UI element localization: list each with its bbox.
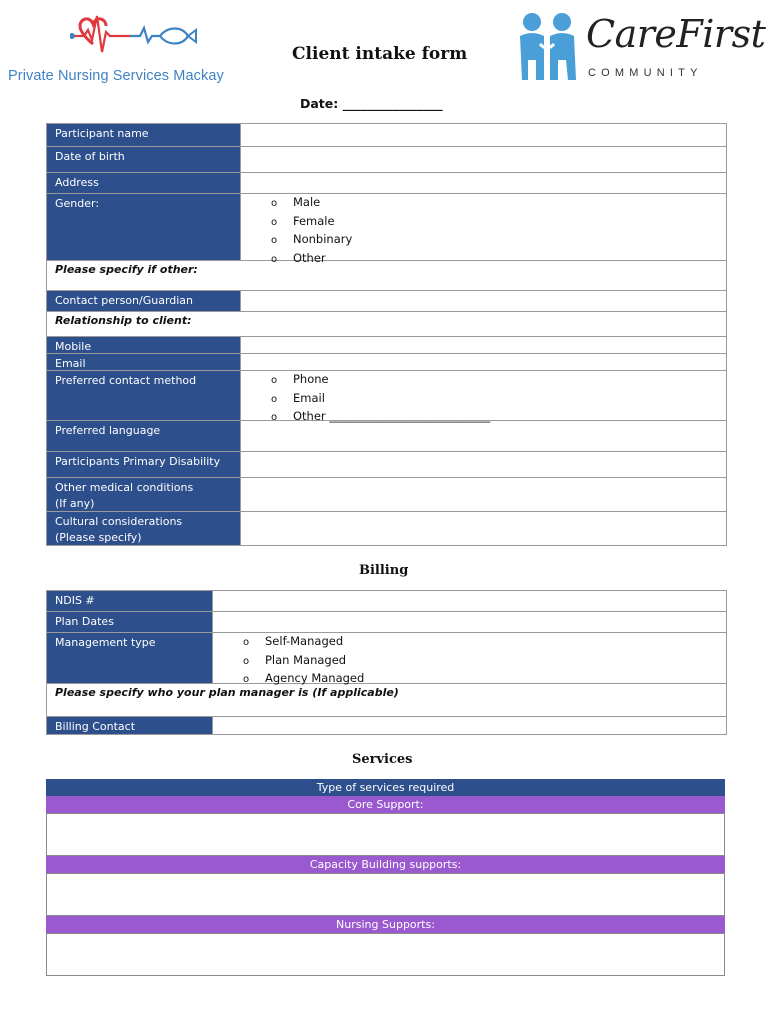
table-row xyxy=(47,612,726,633)
other-medical-label: Other medical conditions (If any) xyxy=(47,478,240,511)
mobile-label: Mobile xyxy=(47,337,240,353)
bullet-circle-icon: o xyxy=(271,375,278,386)
table-row xyxy=(47,194,726,265)
table-row xyxy=(47,478,726,512)
preferred-contact-options xyxy=(240,371,726,423)
bullet-circle-icon: o xyxy=(271,412,278,423)
table-row xyxy=(47,633,726,684)
table-row xyxy=(47,354,726,371)
gender-option-female[interactable]: o Female xyxy=(271,213,352,232)
plan-dates-field[interactable] xyxy=(212,612,726,632)
dob-field[interactable] xyxy=(240,147,726,172)
bullet-circle-icon: o xyxy=(243,674,250,685)
mobile-field[interactable] xyxy=(240,337,726,353)
carefirst-logo xyxy=(512,10,766,90)
billing-contact-label: Billing Contact xyxy=(47,717,212,734)
contact-option-email[interactable]: o Email xyxy=(271,390,490,409)
core-support-field[interactable] xyxy=(46,813,725,856)
table-row xyxy=(47,684,726,717)
management-type-label: Management type xyxy=(47,633,212,683)
logo-text: Private Nursing Services Mackay xyxy=(8,68,224,84)
relationship-field[interactable]: Relationship to client: xyxy=(55,314,192,327)
contact-person-field[interactable] xyxy=(240,291,726,311)
contact-option-phone[interactable]: o Phone xyxy=(271,371,490,390)
primary-disability-label: Participants Primary Disability xyxy=(47,452,240,477)
capacity-building-field[interactable] xyxy=(46,873,725,916)
ndis-label: NDIS # xyxy=(47,591,212,611)
cultural-field[interactable] xyxy=(240,512,726,545)
management-option-plan[interactable]: o Plan Managed xyxy=(243,652,364,671)
bullet-circle-icon: o xyxy=(243,655,250,667)
table-row xyxy=(47,124,726,147)
capacity-building-header: Capacity Building supports: xyxy=(46,856,725,873)
page-title: Client intake form xyxy=(292,44,468,64)
table-row xyxy=(47,173,726,194)
participant-table xyxy=(46,123,727,546)
core-support-header: Core Support: xyxy=(46,796,725,813)
table-row xyxy=(47,717,726,734)
heart-ecg-fish-logo-icon xyxy=(70,10,200,66)
preferred-language-label: Preferred language xyxy=(47,421,240,451)
participant-name-field[interactable] xyxy=(240,124,726,146)
ndis-field[interactable] xyxy=(212,591,726,611)
gender-option-male[interactable]: o Male xyxy=(271,194,352,213)
billing-heading: Billing xyxy=(359,563,409,578)
management-option-self[interactable]: o Self-Managed xyxy=(243,633,364,652)
services-heading: Services xyxy=(352,752,413,767)
dob-label: Date of birth xyxy=(47,147,240,172)
primary-disability-field[interactable] xyxy=(240,452,726,477)
gender-option-other[interactable]: o Other xyxy=(271,250,352,269)
specify-other-field[interactable]: Please specify if other: xyxy=(55,263,198,276)
nursing-supports-header: Nursing Supports: xyxy=(46,916,725,933)
email-label: Email xyxy=(47,354,240,370)
participant-name-label: Participant name xyxy=(47,124,240,146)
bullet-circle-icon: o xyxy=(243,637,250,648)
table-row xyxy=(47,591,726,612)
private-nursing-logo xyxy=(8,10,253,86)
billing-table xyxy=(46,590,727,735)
contact-person-label: Contact person/Guardian xyxy=(47,291,240,311)
address-label: Address xyxy=(47,173,240,193)
table-row xyxy=(47,291,726,312)
two-people-logo-icon xyxy=(514,10,584,86)
address-field[interactable] xyxy=(240,173,726,193)
table-row xyxy=(47,147,726,173)
bullet-circle-icon: o xyxy=(271,235,278,246)
preferred-language-field[interactable] xyxy=(240,421,726,451)
plan-manager-field[interactable]: Please specify who your plan manager is (If applicable) xyxy=(55,686,399,699)
email-field[interactable] xyxy=(240,354,726,370)
table-row xyxy=(47,512,726,545)
table-row xyxy=(47,261,726,291)
management-type-options xyxy=(212,633,726,683)
services-type-header: Type of services required xyxy=(46,779,725,796)
logo-subtext: COMMUNITY xyxy=(588,67,703,79)
table-row xyxy=(47,371,726,421)
date-field[interactable]: Date: ________________ xyxy=(300,96,443,111)
contact-option-other[interactable]: o Other ____________________________ xyxy=(271,408,490,427)
billing-contact-field[interactable] xyxy=(212,717,726,734)
plan-dates-label: Plan Dates xyxy=(47,612,212,632)
gender-label: Gender: xyxy=(47,194,240,260)
gender-options xyxy=(240,194,726,265)
bullet-circle-icon: o xyxy=(271,393,278,405)
table-row xyxy=(47,337,726,354)
management-option-agency[interactable]: o Agency Managed xyxy=(243,670,364,689)
bullet-circle-icon: o xyxy=(271,198,278,209)
cultural-label: Cultural considerations (Please specify) xyxy=(47,512,240,545)
table-row xyxy=(47,452,726,478)
bullet-circle-icon: o xyxy=(271,216,278,228)
bullet-circle-icon: o xyxy=(271,253,278,265)
preferred-contact-label: Preferred contact method xyxy=(47,371,240,420)
table-row xyxy=(47,421,726,452)
logo-brand: CareFirst xyxy=(586,12,766,56)
other-medical-field[interactable] xyxy=(240,478,726,511)
table-row xyxy=(47,312,726,337)
gender-option-nonbinary[interactable]: o Nonbinary xyxy=(271,231,352,250)
nursing-supports-field[interactable] xyxy=(46,933,725,976)
